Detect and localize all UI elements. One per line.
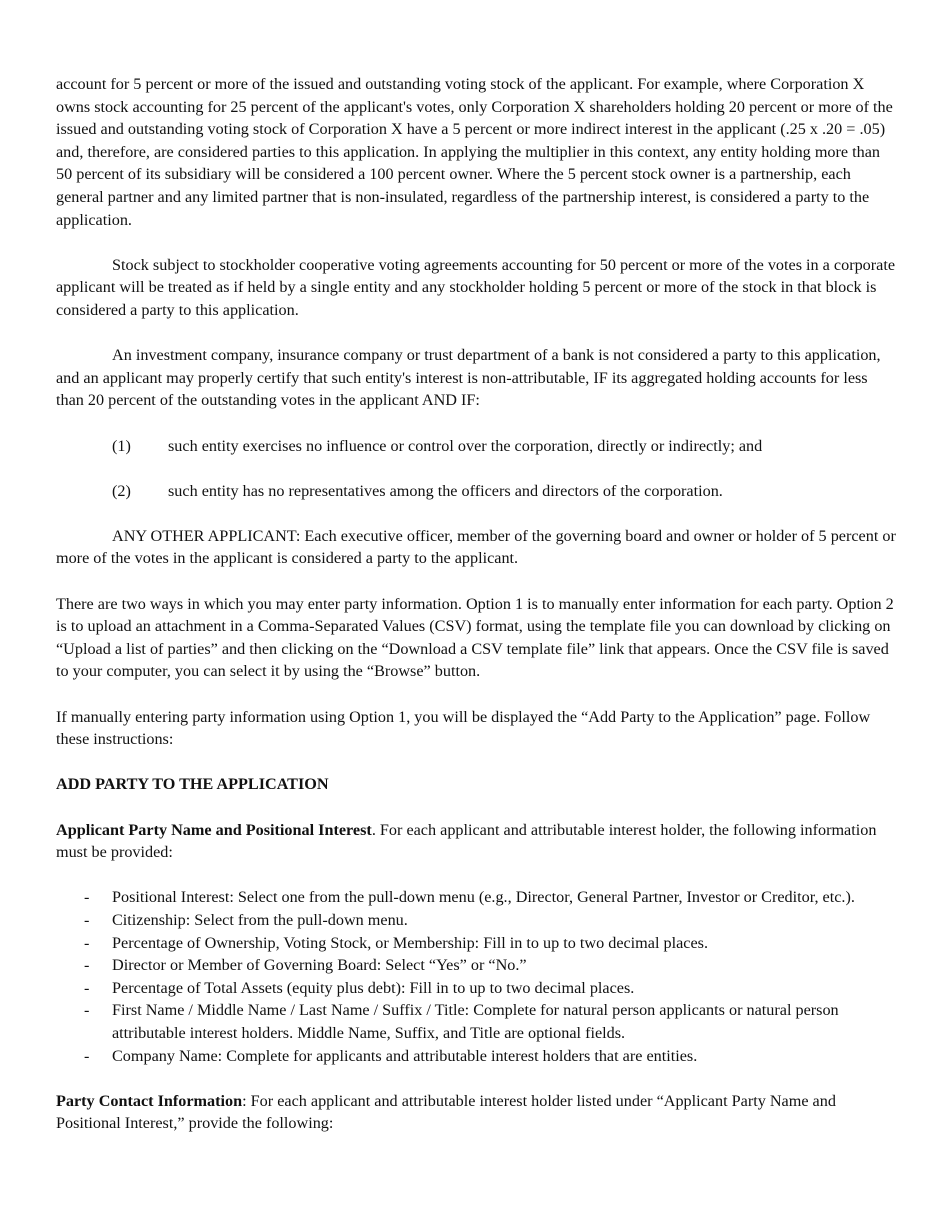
list-item-text: First Name / Middle Name / Last Name / Suffix / Title: Complete for natural person applicants or natural person attributable interest holders. Middle Name, Suffix, and Title are optional fields. [112,1001,839,1042]
paragraph-party-contact [56,1090,898,1135]
list-item [56,999,898,1044]
field-list [56,886,898,1067]
paragraph-multiplier: account for 5 percent or more of the issued and outstanding voting stock of the applicant. For example, where Corporation X owns stock accounting for 25 percent of the applicant's votes, only Corporation X shareholders holding 20 percent or more of the issued and outstanding voting stock of Corporation X have a 5 percent or more indirect interest in the applicant (.25 x .20 = .05) and, therefore, are considered parties to this application. In applying the multiplier in this context, any entity holding more than 50 percent of its subsidiary will be considered a 100 percent owner. Where the 5 percent stock owner is a partnership, each general partner and any limited partner that is non-insulated, regardless of the partnership interest, is considered a party to the application. [56,75,893,229]
paragraph-any-other-applicant: ANY OTHER APPLICANT: Each executive officer, member of the governing board and owner or holder of 5 percent or more of the votes in the applicant is considered a party to the applicant. [56,526,896,568]
list-item [56,954,898,977]
party-contact-text: : For each applicant and attributable interest holder listed under “Applicant Party Name and Positional Interest,” provide the following: [56,1091,836,1133]
list-item-text: Citizenship: Select from the pull-down menu. [112,910,408,929]
list-item-text: Percentage of Ownership, Voting Stock, or Membership: Fill in to up to two decimal places. [112,933,708,952]
dash-bullet: - [84,1046,90,1065]
party-contact-label: Party Contact Information [56,1091,243,1110]
list-item [56,909,898,932]
condition-text: such entity exercises no influence or control over the corporation, directly or indirectly; and [168,436,763,455]
applicant-party-text: . For each applicant and attributable interest holder, the following information must be provided: [56,820,877,862]
dash-bullet: - [84,1001,90,1020]
list-item-text: Company Name: Complete for applicants and attributable interest holders that are entities. [112,1046,698,1065]
dash-bullet: - [84,888,90,907]
document-page [56,73,898,1158]
dash-bullet: - [84,910,90,929]
condition-number: (1) [112,436,131,455]
condition-item-1 [56,435,898,458]
list-item-text: Director or Member of Governing Board: Select “Yes” or “No.” [112,956,527,975]
list-item [56,1045,898,1068]
paragraph-applicant-party [56,819,898,864]
section-heading: ADD PARTY TO THE APPLICATION [56,775,329,794]
paragraph-voting-agreements: Stock subject to stockholder cooperative voting agreements accounting for 50 percent or more of the votes in a corporate applicant will be treated as if held by a single entity and any stockholder holding 5 percent or more of the stock in that block is considered a party to this application. [56,255,896,319]
paragraph-investment-company: An investment company, insurance company or trust department of a bank is not considered a party to this application, and an applicant may properly certify that such entity's interest is non-attributable, IF its aggregated holding accounts for less than 20 percent of the outstanding votes in the applicant AND IF: [56,346,881,410]
dash-bullet: - [84,978,90,997]
list-item [56,932,898,955]
list-item [56,886,898,909]
condition-number: (2) [112,481,131,500]
paragraph-manual-entry: If manually entering party information using Option 1, you will be displayed the “Add Party to the Application” page. Follow these instructions: [56,707,871,749]
condition-item-2 [56,480,898,503]
list-item [56,977,898,1000]
condition-text: such entity has no representatives among the officers and directors of the corporation. [168,481,723,500]
list-item-text: Percentage of Total Assets (equity plus debt): Fill in to up to two decimal places. [112,978,635,997]
list-item-text: Positional Interest: Select one from the pull-down menu (e.g., Director, General Partner, Investor or Creditor, etc.). [112,888,855,907]
paragraph-entry-options: There are two ways in which you may enter party information. Option 1 is to manually enter information for each party. Option 2 is to upload an attachment in a Comma-Separated Values (CSV) format, using the template file you can download by clicking on “Upload a list of parties” and then clicking on the “Download a CSV template file” link that appears. Once the CSV file is saved to your computer, you can select it by using the “Browse” button. [56,594,894,681]
dash-bullet: - [84,956,90,975]
dash-bullet: - [84,933,90,952]
applicant-party-label: Applicant Party Name and Positional Interest [56,820,372,839]
